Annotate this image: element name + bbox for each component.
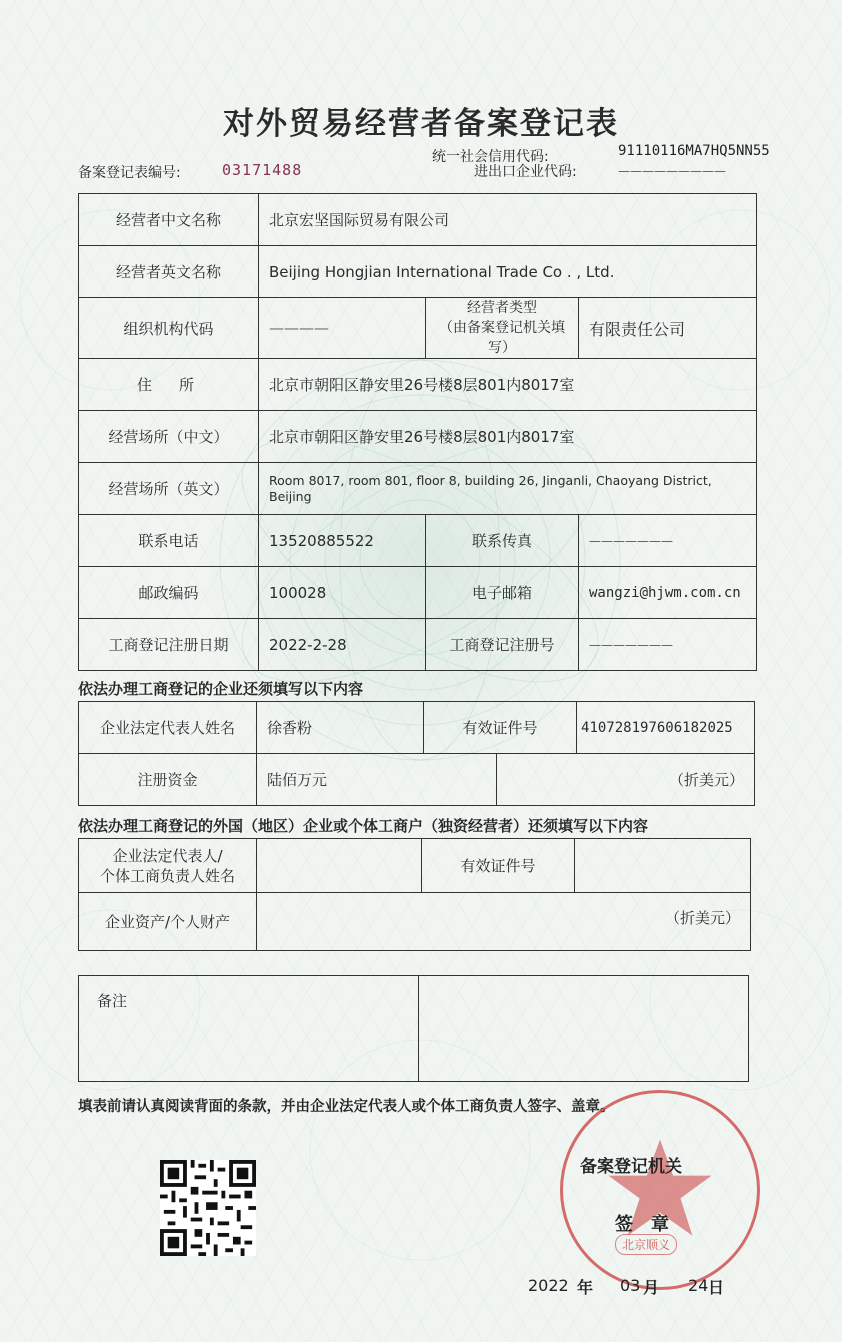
id-number-value: 410728197606182025 — [577, 702, 755, 754]
legal-rep-value: 徐香粉 — [257, 702, 424, 754]
qr-code — [160, 1160, 256, 1256]
id-number-label: 有效证件号 — [424, 702, 577, 754]
name-cn-value: 北京宏坚国际贸易有限公司 — [259, 194, 757, 246]
seal-text: 北京顺义 — [615, 1234, 677, 1255]
legal-rep-table — [78, 701, 755, 806]
date-day-unit: 日 — [708, 1278, 725, 1297]
date-month-unit: 月 — [643, 1278, 660, 1297]
premises-cn-label: 经营场所（中文） — [79, 411, 259, 463]
operator-type-label-line1: 经营者类型 — [467, 300, 537, 316]
premises-en-value: Room 8017, room 801, floor 8, building 26, Jinganli, Chaoyang District, Beijing — [259, 463, 757, 515]
name-cn-label: 经营者中文名称 — [79, 194, 259, 246]
credit-code-value: 91110116MA7HQ5NN55 — [618, 143, 770, 159]
assets-usd-note: （折美元） — [257, 893, 751, 951]
official-seal — [560, 1090, 760, 1290]
reg-number-value: ——————— — [579, 619, 757, 671]
name-en-value: Beijing Hongjian International Trade Co . , Ltd. — [259, 246, 757, 298]
date-year: 2022 — [528, 1276, 569, 1295]
operator-info-table — [78, 193, 757, 671]
foreign-id-label: 有效证件号 — [422, 839, 575, 893]
remarks-value — [419, 976, 749, 1082]
document-title: 对外贸易经营者备案登记表 — [223, 106, 619, 142]
date-month: 03 — [620, 1276, 641, 1295]
postcode-label: 邮政编码 — [79, 567, 259, 619]
operator-type-label-line2: （由备案登记机关填写） — [439, 320, 565, 356]
foreign-id-value — [575, 839, 751, 893]
capital-value: 陆佰万元 — [257, 754, 497, 806]
org-code-label: 组织机构代码 — [79, 298, 259, 359]
phone-value: 13520885522 — [259, 515, 426, 567]
import-export-code-label: 进出口企业代码: — [474, 164, 577, 180]
remarks-table — [78, 975, 749, 1082]
foreign-rep-label-line2: 个体工商负责人姓名 — [99, 866, 235, 885]
premises-cn-value: 北京市朝阳区静安里26号楼8层801内8017室 — [259, 411, 757, 463]
credit-code-label: 统一社会信用代码: — [432, 149, 549, 165]
operator-type-value: 有限责任公司 — [579, 298, 757, 359]
serial-label: 备案登记表编号: — [78, 165, 181, 181]
section-domestic-title: 依法办理工商登记的企业还须填写以下内容 — [78, 680, 364, 698]
reg-date-label: 工商登记注册日期 — [79, 619, 259, 671]
premises-en-label: 经营场所（英文） — [79, 463, 259, 515]
postcode-value: 100028 — [259, 567, 426, 619]
footer-note: 填表前请认真阅读背面的条款，并由企业法定代表人或个体工商负责人签字、盖章。 — [78, 1099, 615, 1115]
remarks-label: 备注 — [79, 976, 419, 1082]
authority-label: 备案登记机关 — [580, 1157, 682, 1177]
foreign-rep-table — [78, 838, 751, 951]
operator-type-label — [426, 298, 579, 359]
org-code-value: ———— — [259, 298, 426, 359]
fax-value: ——————— — [579, 515, 757, 567]
date-day: 24 — [688, 1276, 709, 1295]
address-label: 住 所 — [79, 359, 259, 411]
email-value: wangzi@hjwm.com.cn — [579, 567, 757, 619]
capital-label: 注册资金 — [79, 754, 257, 806]
name-en-label: 经营者英文名称 — [79, 246, 259, 298]
reg-date-value: 2022-2-28 — [259, 619, 426, 671]
signature-label: 签 章 — [615, 1214, 669, 1235]
email-label: 电子邮箱 — [426, 567, 579, 619]
foreign-rep-value — [257, 839, 422, 893]
serial-number: 03171488 — [222, 161, 303, 179]
address-value: 北京市朝阳区静安里26号楼8层801内8017室 — [259, 359, 757, 411]
foreign-rep-label — [79, 839, 257, 893]
date-year-unit: 年 — [577, 1278, 594, 1297]
foreign-rep-label-line1: 企业法定代表人/ — [112, 846, 223, 865]
phone-label: 联系电话 — [79, 515, 259, 567]
capital-usd-note: （折美元） — [497, 754, 755, 806]
section-foreign-title: 依法办理工商登记的外国（地区）企业或个体工商户（独资经营者）还须填写以下内容 — [78, 817, 649, 835]
fax-label: 联系传真 — [426, 515, 579, 567]
legal-rep-label: 企业法定代表人姓名 — [79, 702, 257, 754]
import-export-code-value: ————————— — [618, 164, 726, 178]
reg-number-label: 工商登记注册号 — [426, 619, 579, 671]
assets-label: 企业资产/个人财产 — [79, 893, 257, 951]
